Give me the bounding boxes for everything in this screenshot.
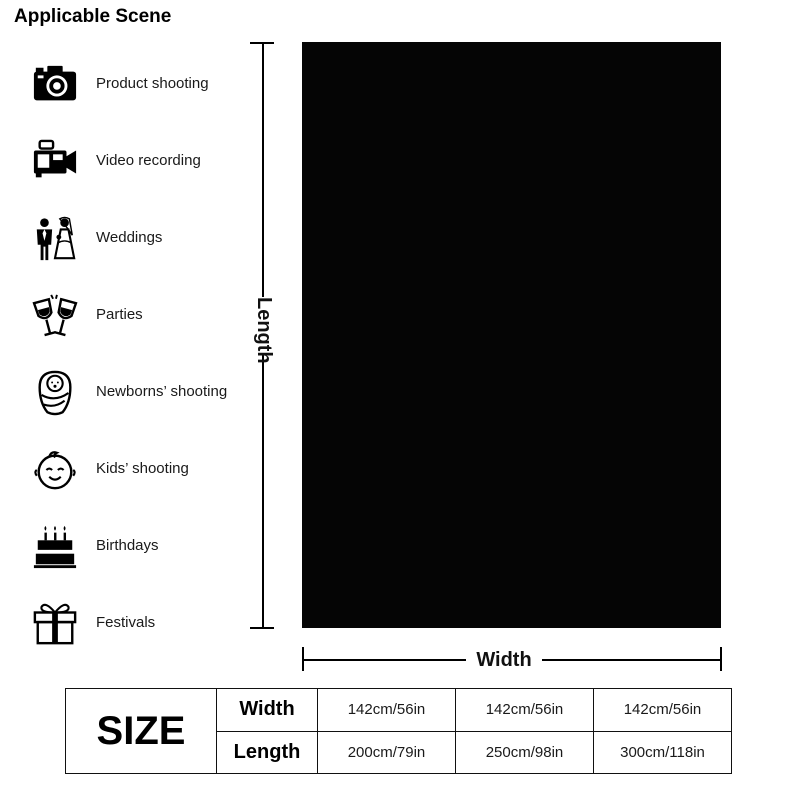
scene-label: Product shooting xyxy=(96,75,209,92)
scene-list xyxy=(30,60,270,660)
scene-item-video-recording xyxy=(30,137,270,185)
width-value: 142cm/56in xyxy=(456,689,594,732)
page-title: Applicable Scene xyxy=(14,6,172,27)
size-table xyxy=(65,688,732,774)
scene-item-product-shooting xyxy=(30,60,270,108)
scene-item-birthdays xyxy=(30,522,270,570)
scene-item-newborns-shooting xyxy=(30,368,270,416)
scene-label: Kids’ shooting xyxy=(96,460,189,477)
scene-label: Video recording xyxy=(96,152,201,169)
bride-groom-icon xyxy=(32,216,78,262)
length-value: 250cm/98in xyxy=(456,731,594,774)
size-title: SIZE xyxy=(66,689,217,774)
gift-box-icon xyxy=(32,601,78,647)
width-value: 142cm/56in xyxy=(318,689,456,732)
scene-label: Festivals xyxy=(96,614,156,631)
black-backdrop xyxy=(302,42,721,628)
camera-icon xyxy=(32,62,78,108)
length-label: Length xyxy=(249,297,279,353)
swaddled-baby-icon xyxy=(32,370,78,416)
scene-item-festivals xyxy=(30,599,270,647)
video-camera-icon xyxy=(32,139,78,185)
length-value: 200cm/79in xyxy=(318,731,456,774)
length-bottom-tick xyxy=(250,627,274,629)
kid-face-icon xyxy=(32,447,78,493)
scene-label: Parties xyxy=(96,306,143,323)
width-label: Width xyxy=(466,647,542,673)
row-label-length: Length xyxy=(217,731,318,774)
scene-item-kids-shooting xyxy=(30,445,270,493)
width-right-tick xyxy=(720,647,722,671)
scene-label: Newborns’ shooting xyxy=(96,383,228,400)
size-row-width xyxy=(66,689,732,732)
width-value: 142cm/56in xyxy=(594,689,732,732)
scene-item-weddings xyxy=(30,214,270,262)
scene-label: Weddings xyxy=(96,229,163,246)
birthday-cake-icon xyxy=(32,524,78,570)
scene-label: Birthdays xyxy=(96,537,159,554)
length-value: 300cm/118in xyxy=(594,731,732,774)
scene-item-parties xyxy=(30,291,270,339)
wine-glasses-icon xyxy=(32,293,78,339)
row-label-width: Width xyxy=(217,689,318,732)
